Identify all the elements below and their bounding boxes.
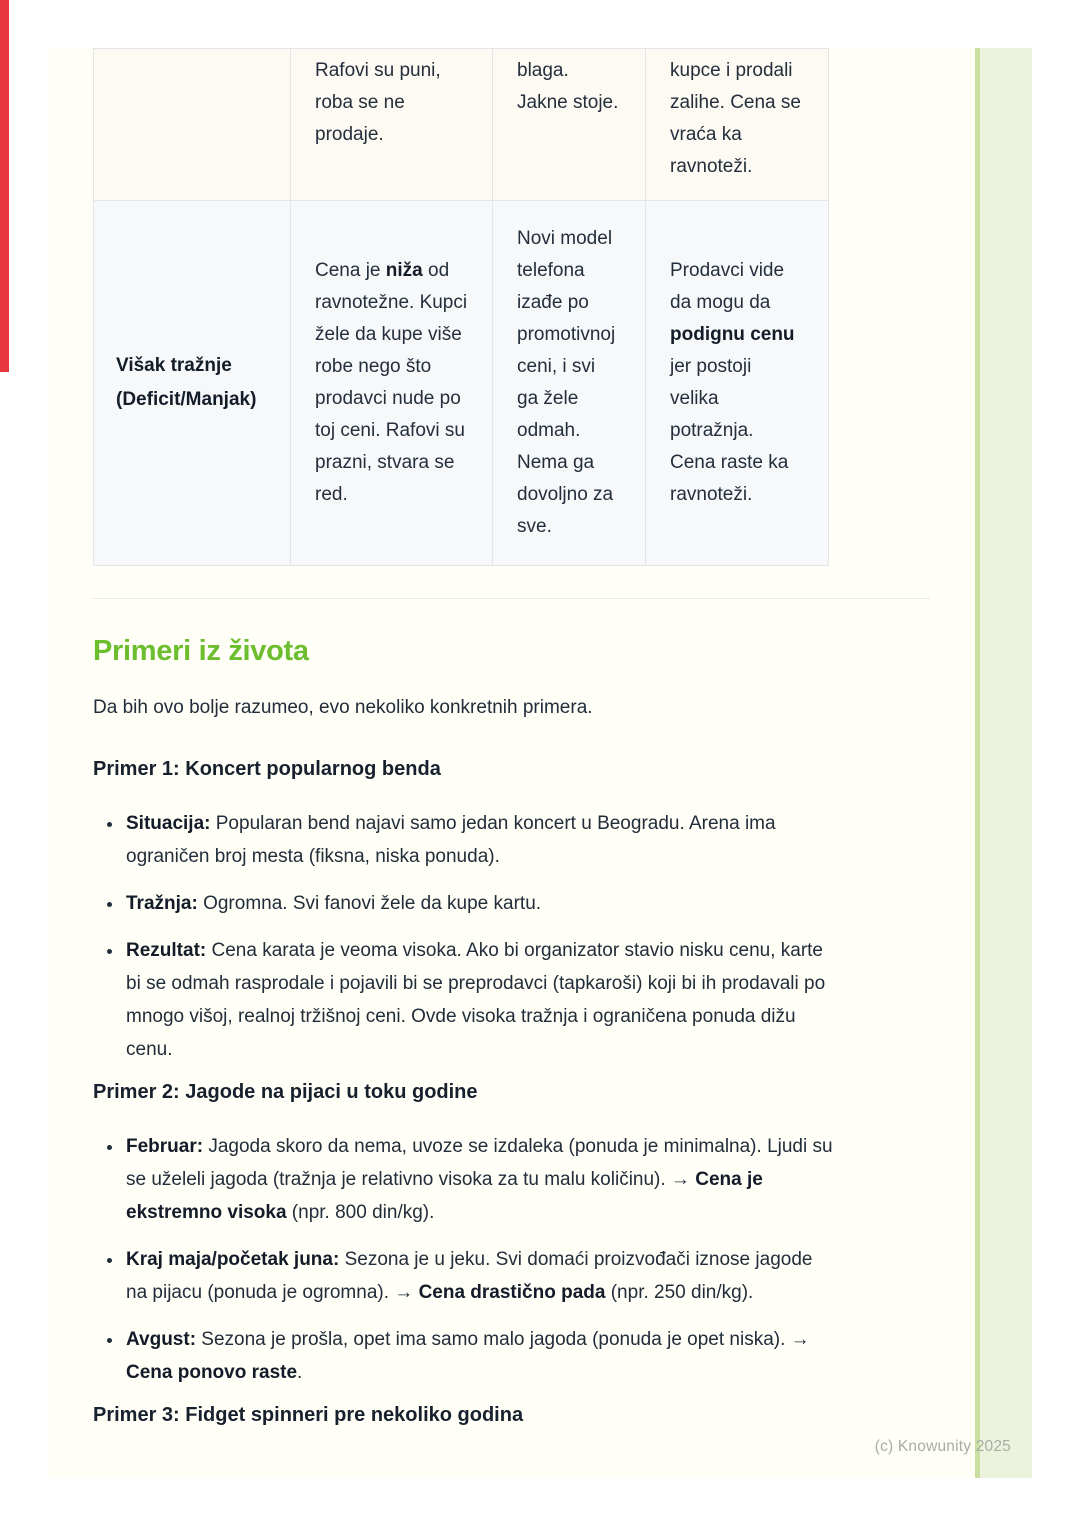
primer2-title: Primer 2: Jagode na pijaci u toku godine [93, 1081, 478, 1103]
table-cell-deficit-outcome: Prodavci vide da mogu da podignu cenu jer postoji velika potražnja. Cena raste ka ravnoteži. [646, 201, 829, 566]
table-cell-surplus-outcome: kupce i prodali zalihe. Cena se vraća ka ravnoteži. [646, 49, 829, 201]
right-green-margin-band [975, 48, 1032, 1478]
table-cell-deficit-description: Cena je niža od ravnotežne. Kupci žele da kupe više robe nego što prodavci nude po toj ceni. Rafovi su prazni, stvara se red. [291, 201, 493, 566]
table-row-surplus-partial [94, 49, 829, 201]
list-item: • Tražnja: Ogromna. Svi fanovi žele da kupe kartu. [124, 887, 835, 920]
document-page [48, 48, 1032, 1478]
section-heading: Primeri iz života [93, 635, 309, 667]
section-divider [93, 598, 930, 599]
table-cell-surplus-description: Rafovi su puni, roba se ne prodaje. [291, 49, 493, 201]
primer3-title: Primer 3: Fidget spinneri pre nekoliko godina [93, 1404, 524, 1426]
supply-demand-table [93, 48, 829, 566]
table-cell-deficit-label: Višak tražnje (Deficit/Manjak) [94, 201, 291, 566]
list-item: • Februar: Jagoda skoro da nema, uvoze se izdaleka (ponuda je minimalna). Ljudi su se uželeli jagoda (tražnja je relativno visoka za tu malu količinu). → Cena je ekstremno visoka (npr. 800 din/kg). [124, 1130, 835, 1229]
primer2-bullet-list [93, 1130, 835, 1389]
table-cell-deficit-example: Novi model telefona izađe po promotivnoj ceni, i svi ga žele odmah. Nema ga dovoljno za sve. [493, 201, 646, 566]
copyright-notice: (c) Knowunity 2025 [874, 1438, 1011, 1455]
primer1-title: Primer 1: Koncert popularnog benda [93, 758, 441, 780]
table-row-excess-demand [94, 201, 829, 566]
list-item: • Kraj maja/početak juna: Sezona je u jeku. Svi domaći proizvođači iznose jagode na pijacu (ponuda je ogromna). → Cena drastično pada (npr. 250 din/kg). [124, 1243, 835, 1309]
primer1-bullet-list [93, 807, 835, 1066]
table-cell-surplus-label [94, 49, 291, 201]
list-item: • Avgust: Sezona je prošla, opet ima samo malo jagoda (ponuda je opet niska). → Cena ponovo raste. [124, 1323, 835, 1389]
list-item: • Situacija: Popularan bend najavi samo jedan koncert u Beogradu. Arena ima ograničen broj mesta (fiksna, niska ponuda). [124, 807, 835, 873]
list-item: • Rezultat: Cena karata je veoma visoka. Ako bi organizator stavio nisku cenu, karte bi se odmah rasprodale i pojavili bi se preprodavci (tapkaroši) koji bi ih prodavali po mnogo višoj, realnoj tržišnoj ceni. Ovde visoka tražnja i ograničena ponuda dižu cenu. [124, 934, 835, 1066]
left-red-edge-bar [0, 0, 9, 372]
table-cell-surplus-example: blaga. Jakne stoje. [493, 49, 646, 201]
examples-section [93, 633, 835, 1453]
intro-paragraph: Da bih ovo bolje razumeo, evo nekoliko konkretnih primera. [93, 697, 593, 718]
